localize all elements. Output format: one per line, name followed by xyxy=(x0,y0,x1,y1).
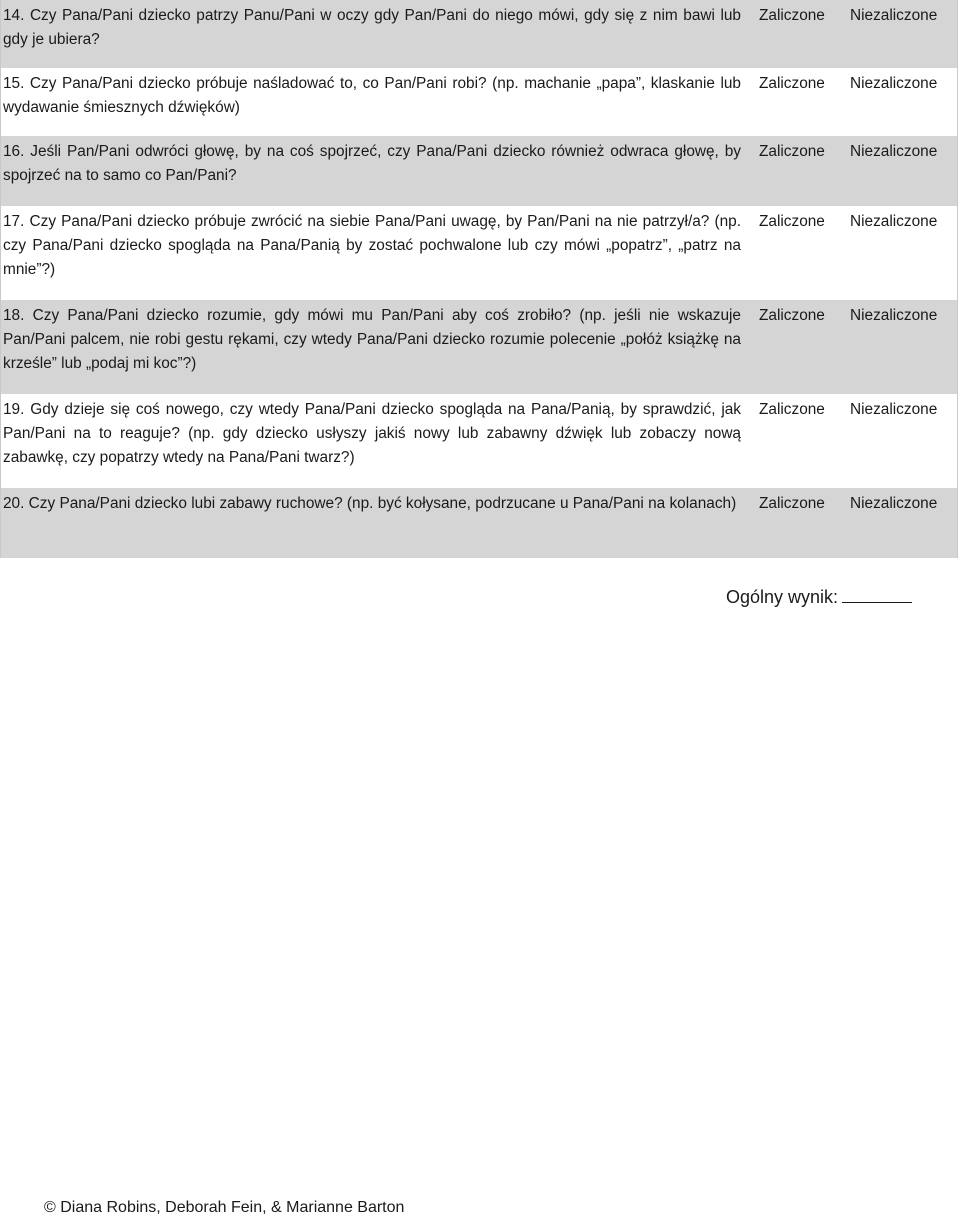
question-text: 19. Gdy dzieje się coś nowego, czy wtedy Pana/Pani dziecko spogląda na Pana/Panią, by sprawdzić, jak Pan/Pani na to reaguje? (np. gdy dziecko usłyszy jakiś nowy lub zabawny dźwięk lub zobaczy nową zabawkę, czy popatrzy wtedy na Pana/Pani twarz?) xyxy=(3,401,741,466)
fail-option[interactable]: Niezaliczone xyxy=(850,7,938,24)
total-score xyxy=(726,584,912,609)
question-row-17 xyxy=(0,206,958,300)
pass-option[interactable]: Zaliczone xyxy=(759,213,825,230)
pass-option[interactable]: Zaliczone xyxy=(759,75,825,92)
question-text: 20. Czy Pana/Pani dziecko lubi zabawy ruchowe? (np. być kołysane, podrzucane u Pana/Pani na kolanach) xyxy=(3,495,737,512)
question-text: 17. Czy Pana/Pani dziecko próbuje zwrócić na siebie Pana/Pani uwagę, by Pan/Pani na nie patrzył/a? (np. czy Pana/Pani dziecko spogląda na Pana/Panią by zostać pochwalone lub czy mówi „popatrz”, „patrz na mnie”?) xyxy=(3,213,741,278)
total-score-label: Ogólny wynik: xyxy=(726,587,839,607)
pass-option[interactable]: Zaliczone xyxy=(759,495,825,512)
pass-option[interactable]: Zaliczone xyxy=(759,143,825,160)
question-text: 16. Jeśli Pan/Pani odwróci głowę, by na coś spojrzeć, czy Pana/Pani dziecko również odwraca głowę, by spojrzeć na to samo co Pan/Pani? xyxy=(3,143,741,184)
question-table xyxy=(0,0,960,558)
question-row-20 xyxy=(0,488,958,558)
fail-option[interactable]: Niezaliczone xyxy=(850,75,938,92)
fail-option[interactable]: Niezaliczone xyxy=(850,143,938,160)
question-row-16 xyxy=(0,136,958,206)
pass-option[interactable]: Zaliczone xyxy=(759,401,825,418)
pass-option[interactable]: Zaliczone xyxy=(759,7,825,24)
question-text: 18. Czy Pana/Pani dziecko rozumie, gdy mówi mu Pan/Pani aby coś zrobiło? (np. jeśli nie wskazuje Pan/Pani palcem, nie robi gestu rękami, czy wtedy Pana/Pani dziecko rozumie polecenie „połóż książkę na krześle” lub „podaj mi koc”?) xyxy=(3,307,741,372)
question-text: 15. Czy Pana/Pani dziecko próbuje naśladować to, co Pan/Pani robi? (np. machanie „papa”, klaskanie lub wydawanie śmiesznych dźwięków) xyxy=(3,75,741,116)
question-row-18 xyxy=(0,300,958,394)
fail-option[interactable]: Niezaliczone xyxy=(850,307,938,324)
question-row-15 xyxy=(0,68,958,136)
question-row-14 xyxy=(0,0,958,68)
fail-option[interactable]: Niezaliczone xyxy=(850,401,938,418)
fail-option[interactable]: Niezaliczone xyxy=(850,213,938,230)
pass-option[interactable]: Zaliczone xyxy=(759,307,825,324)
fail-option[interactable]: Niezaliczone xyxy=(850,495,938,512)
total-score-blank[interactable] xyxy=(842,584,912,603)
question-text: 14. Czy Pana/Pani dziecko patrzy Panu/Pani w oczy gdy Pan/Pani do niego mówi, gdy się z nim bawi lub gdy je ubiera? xyxy=(3,7,741,48)
copyright-notice: © Diana Robins, Deborah Fein, & Marianne Barton xyxy=(44,1199,405,1216)
question-row-19 xyxy=(0,394,958,488)
